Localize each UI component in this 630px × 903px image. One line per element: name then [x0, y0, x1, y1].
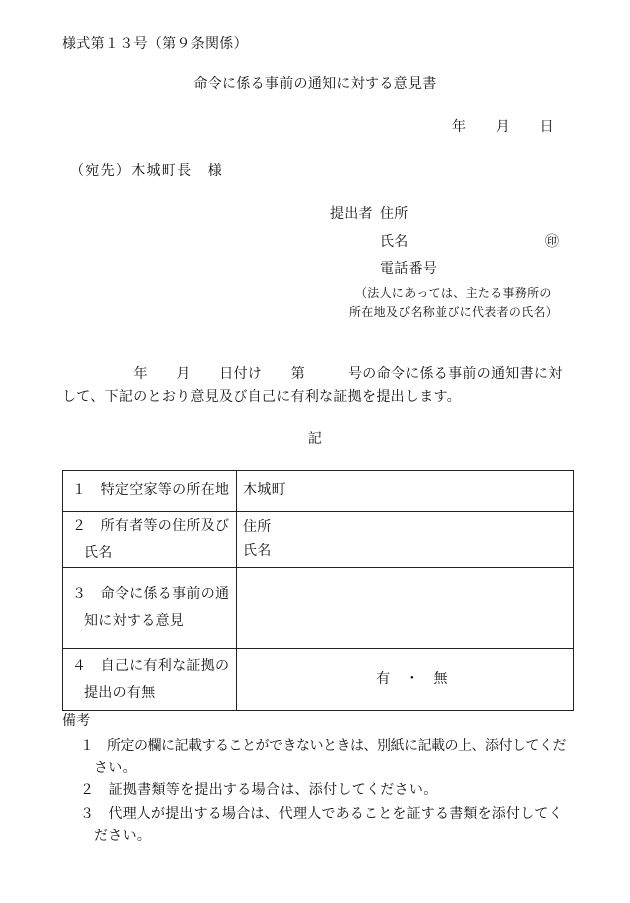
row-label-line: ４ 自己に有利な証拠の	[72, 658, 230, 674]
name-label: 氏名	[380, 235, 409, 250]
submitter-label: 提出者	[330, 207, 373, 222]
row-value-line: 氏名	[243, 543, 272, 559]
row-value-line: 木城町	[243, 483, 286, 498]
table-row-location	[63, 471, 574, 512]
row-label-cell	[63, 568, 237, 649]
remarks-item-line: ２ 証拠書類等を提出する場合は、添付してください。	[80, 783, 438, 798]
seal-mark: ㊞	[545, 235, 560, 250]
evidence-choice-cell	[237, 649, 574, 711]
remarks-item-line: １ 所定の欄に記載することができないときは、別紙に記載の上、添付してくだ	[80, 739, 566, 754]
row-value-line: 住所	[243, 519, 272, 535]
remarks-heading: 備考	[62, 714, 91, 729]
table-row-owner	[63, 512, 574, 568]
address-label: 住所	[380, 207, 409, 222]
table-row-opinion	[63, 568, 574, 649]
phone-label: 電話番号	[380, 262, 438, 277]
remarks-item-line: ださい。	[94, 829, 152, 844]
row-label-line: 提出の有無	[84, 685, 156, 701]
row-label-cell	[63, 512, 237, 568]
body-text-line: して、下記のとおり意見及び自己に有利な証拠を提出します。	[62, 390, 461, 405]
row-label-cell	[63, 649, 237, 711]
ki-heading: 記	[307, 432, 323, 447]
remarks-item-line: さい。	[94, 761, 137, 776]
form-number: 様式第１３号（第９条関係）	[62, 37, 248, 52]
addressee: （宛先）木城町長 様	[70, 164, 223, 179]
row-label-line: ３ 命令に係る事前の通	[72, 587, 230, 602]
opinion-value-cell	[237, 568, 574, 649]
date-line: 年 月 日	[452, 120, 555, 135]
body-text-line: 年 月 日付け 第 号の命令に係る事前の通知書に対	[62, 367, 563, 382]
document-title: 命令に係る事前の通知に対する意見書	[193, 77, 437, 92]
opinion-details-table	[62, 470, 574, 711]
remarks-item-line: ３ 代理人が提出する場合は、代理人であることを証する書類を添付してく	[80, 807, 563, 822]
row-value-cell	[237, 471, 574, 512]
row-label-line: 氏名	[84, 545, 113, 561]
corporate-note-line: 所在地及び名称並びに代表者の氏名）	[349, 305, 559, 319]
row-label-line: 知に対する意見	[84, 614, 185, 629]
row-value-cell	[237, 512, 574, 568]
table-row-evidence	[63, 649, 574, 711]
row-label-line: ２ 所有者等の住所及び	[72, 518, 230, 534]
evidence-choice-text: 有 ・ 無	[376, 671, 448, 687]
corporate-note-line: （法人にあっては、主たる事務所の	[355, 286, 552, 300]
row-label-cell	[63, 471, 237, 512]
row-label-line: １ 特定空家等の所在地	[72, 483, 230, 498]
